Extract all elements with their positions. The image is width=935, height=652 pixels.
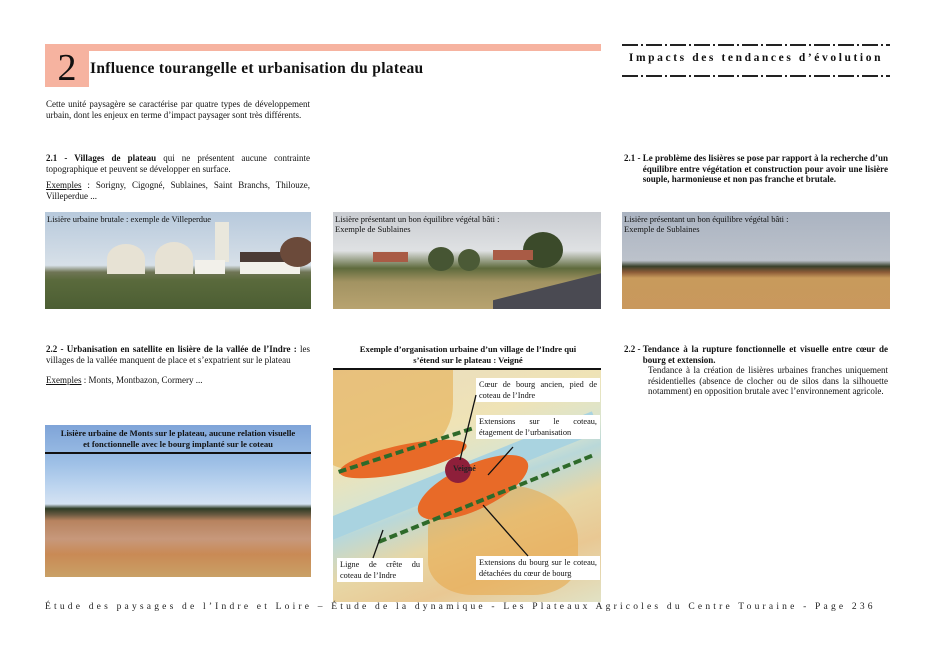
section-heading: Urbanisation en satellite en lisière de la vallée de l’Indre : — [66, 344, 297, 354]
map-label-ligne-de-crete: Ligne de crête du coteau de l’Indre — [337, 558, 423, 582]
impacts-top-rule — [622, 44, 890, 46]
section-2-1-right — [624, 153, 888, 185]
section-text: Le problème des lisières se pose par rapport à la recherche d’un équilibre entre végétation et construction pour avoir une lisière souple, harmonieuse et non pas franche et brutale. — [642, 153, 888, 184]
page-footer: Étude des paysages de l’Indre et Loire – Étude de la dynamique - Les Plateaux Agricoles du Centre Touraine - Page 236 — [45, 602, 876, 612]
intro-paragraph: Cette unité paysagère se caractérise par quatre types de développement urbain, dont les enjeux en terme d’impact paysager sont très différents. — [46, 99, 310, 120]
photo-sublaines-field — [622, 212, 890, 309]
examples-line — [46, 180, 310, 201]
photo-villeperdue — [45, 212, 311, 309]
page-title: Influence tourangelle et urbanisation du plateau — [90, 60, 424, 77]
section-number-label: 2.2 - — [624, 344, 643, 354]
photo-caption: Lisière urbaine de Monts sur le plateau, aucune relation visuelle et fonctionnelle avec le bourg implanté sur le coteau — [45, 425, 311, 454]
section-heading: Tendance à la rupture fonctionnelle et visuelle entre cœur de bourg et extension. — [642, 344, 888, 365]
photo-caption: Lisière urbaine brutale : exemple de Villeperdue — [47, 214, 212, 224]
photo-sublaines-road — [333, 212, 601, 309]
map-label-extensions-bourg: Extensions du bourg sur le coteau, détachées du cœur de bourg — [476, 556, 600, 580]
section-text: les villages de la vallée manquent de place et s’expatrient sur le plateau — [46, 344, 311, 365]
examples-label: Exemples — [46, 180, 82, 190]
map-place-label: Veigné — [453, 464, 476, 473]
section-number-label: 2.2 - — [46, 344, 67, 354]
map-label-coeur-de-bourg: Cœur de bourg ancien, pied de coteau de l’Indre — [476, 378, 600, 402]
map-title: Exemple d’organisation urbaine d’un village de l’Indre qui s’étend sur le plateau : Veigné — [359, 344, 577, 365]
examples-line — [46, 375, 310, 386]
section-number-label: 2.1 - — [46, 153, 75, 163]
impacts-heading: Impacts des tendances d’évolution — [628, 52, 884, 64]
photo-caption: Lisière présentant un bon équilibre végétal bâti : Exemple de Sublaines — [335, 214, 500, 234]
map-veigne — [333, 368, 601, 602]
map-label-extensions-coteau: Extensions sur le coteau, étagement de l’urbanisation — [476, 415, 600, 439]
section-number-label: 2.1 - — [624, 153, 643, 163]
section-text: Tendance à la création de lisières urbaines franches uniquement résidentielles (absence de clocher ou de silos dans la silhouette notamment) en opposition brutale avec l’environnement agricole. — [648, 365, 888, 396]
section-2-1-left — [46, 153, 310, 201]
photo-caption: Lisière présentant un bon équilibre végétal bâti : Exemple de Sublaines — [624, 214, 789, 234]
section-number: 2 — [45, 44, 89, 87]
section-2-2-left — [46, 344, 310, 386]
examples-list: : Monts, Montbazon, Cormery ... — [81, 375, 203, 385]
map-pointer-lines — [333, 370, 601, 602]
section-heading: Villages de plateau — [74, 153, 157, 163]
examples-list: : Sorigny, Cigogné, Sublaines, Saint Branchs, Thilouze, Villeperdue ... — [46, 180, 310, 201]
impacts-bottom-rule — [622, 75, 890, 77]
photo-monts — [45, 425, 311, 577]
section-2-2-right — [624, 344, 888, 397]
examples-label: Exemples — [46, 375, 82, 385]
section-text: qui ne présentent aucune contrainte topographique et peuvent se développer en surface. — [46, 153, 310, 174]
header-accent-band — [45, 44, 601, 51]
